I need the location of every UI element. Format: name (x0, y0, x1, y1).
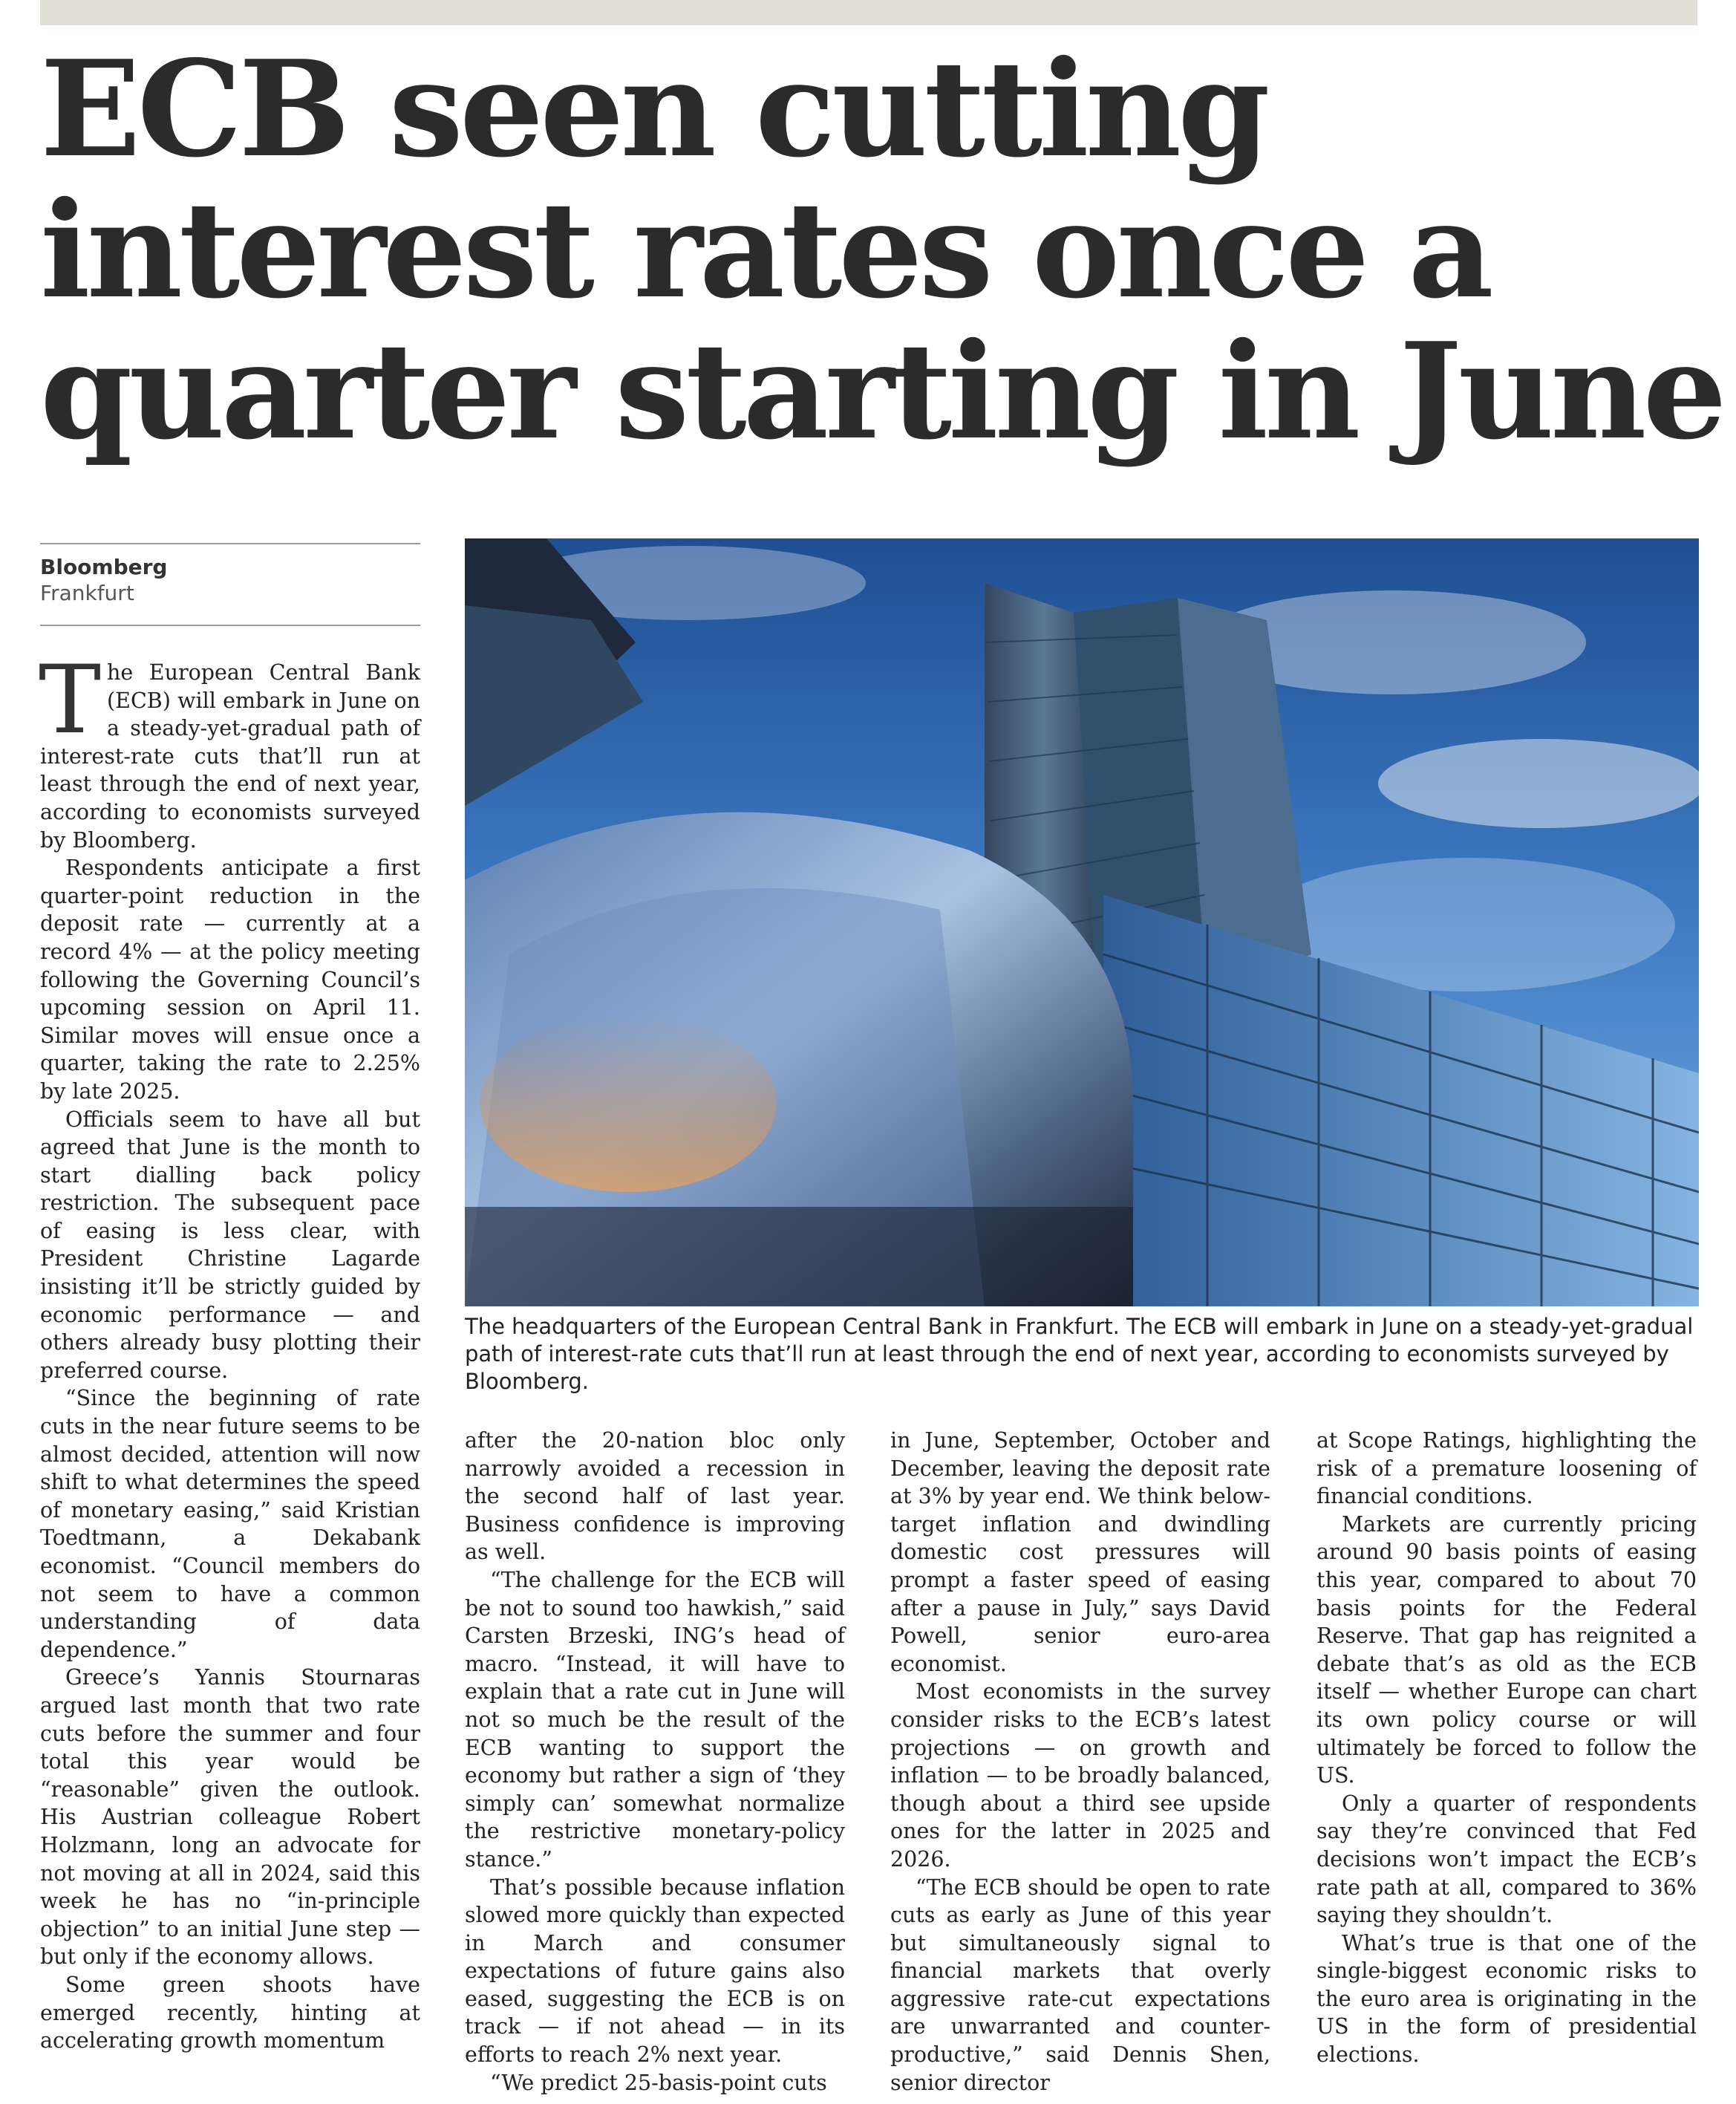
headline-line-2: interest rates once a (40, 172, 1490, 328)
article-lead-text: he European Central Bank (ECB) will embark in June on a steady-yet-gradual path of interest-rate cuts that’ll run at least through the end of next year, according to economists surveyed by Bloomberg. (40, 660, 420, 853)
article-paragraph: Markets are currently pricing around 90 basis points of easing this year, compared to about 70 basis points for the Federal Reserve. That gap has reignited a debate that’s as old as the ECB itself — whether Europe can chart its own policy course or will ultimately be forced to follow the US. (1316, 1511, 1697, 1788)
article-paragraph: Greece’s Yannis Stournaras argued last month that two rate cuts before the summer and four total this year would be “reasonable” given the outlook. His Austrian colleague Robert Holzmann, long an advocate for not moving at all in 2024, said this week he has no “in-principle objection” to an initial June step — but only if the economy allows. (40, 1665, 420, 1970)
article-paragraph: “Since the beginning of rate cuts in the near future seems to be almost decided, attention will now shift to what determines the speed of monetary easing,” said Kristian Toedtmann, a Dekabank economist. “Council members do not seem to have a common understanding of data dependence.” (40, 1386, 420, 1662)
byline-agency: Bloomberg (40, 555, 168, 579)
article-column-1 (39, 645, 420, 2055)
article-column-2 (465, 1427, 845, 2097)
top-color-bar (40, 0, 1697, 25)
headline-line-3: quarter starting in June (40, 313, 1723, 469)
article-paragraph: That’s possible because inflation slowed more quickly than expected in March and consumer expectations of future gains also eased, suggesting the ECB is on track — if not ahead — in its efforts to reach 2% next year. (465, 1875, 845, 2068)
article-paragraph: What’s true is that one of the single-biggest economic risks to the euro area is originating in the US in the form of presidential elections. (1316, 1930, 1697, 2068)
article-paragraph: Respondents anticipate a first quarter-point reduction in the deposit rate — currently at a record 4% — at the policy meeting following the Governing Council’s upcoming session on April 11. Similar moves will ensue once a quarter, taking the rate to 2.25% by late 2025. (40, 856, 420, 1104)
article-paragraph: Most economists in the survey consider risks to the ECB’s latest projections — on growth and inflation — to be broadly balanced, though about a third see upside ones for the latter in 2025 and 2026. (890, 1679, 1270, 1872)
article-paragraph: Only a quarter of respondents say they’re convinced that Fed decisions won’t impact the ECB’s rate path at all, compared to 36% saying they shouldn’t. (1316, 1791, 1697, 1928)
photo-caption: The headquarters of the European Central Bank in Frankfurt. The ECB will embark in June on a steady-yet-gradual path of interest-rate cuts that’ll run at least through the end of next year, according to economists surveyed by Bloomberg. (465, 1314, 1694, 1394)
byline-city: Frankfurt (40, 581, 134, 605)
headline-line-1: ECB seen cutting (40, 31, 1267, 186)
article-paragraph: “The ECB should be open to rate cuts as early as June of this year but simultaneously signal to financial markets that overly aggressive rate-cut expectations are unwarranted and counter-productive,” said Dennis Shen, senior director (890, 1875, 1270, 2095)
byline (40, 543, 420, 626)
drop-cap: T (39, 645, 102, 755)
ecb-headquarters-photo (465, 538, 1699, 1306)
article-paragraph: Officials seem to have all but agreed that June is the month to start dialling back policy restriction. The subsequent pace of easing is less clear, with President Christine Lagarde insisting it’ll be strictly guided by economic performance — and others already busy plotting their preferred course. (40, 1107, 420, 1383)
article-column-4 (1316, 1427, 1697, 2069)
article-paragraph: after the 20-nation bloc only narrowly avoided a recession in the second half of last year. Business confidence is improving as well. (465, 1428, 845, 1565)
article-paragraph: “We predict 25-basis-point cuts (490, 2070, 827, 2095)
article-paragraph: “The challenge for the ECB will be not to sound too hawkish,” said Carsten Brzeski, ING’s head of macro. “Instead, it will have to explain that a rate cut in June will not so much be the result of the ECB wanting to support the economy but rather a sign of ‘they simply can’ somewhat normalize the restrictive monetary-policy stance.” (465, 1567, 845, 1872)
headline (40, 31, 1723, 469)
article-paragraph: in June, September, October and December, leaving the deposit rate at 3% by year end. We think below-target inflation and dwindling domestic cost pressures will prompt a faster speed of easing after a pause in July,” says David Powell, senior euro-area economist. (890, 1428, 1270, 1676)
article-paragraph: Some green shoots have emerged recently, hinting at accelerating growth momentum (40, 1972, 420, 2053)
article-column-3 (890, 1427, 1270, 2097)
article-paragraph (39, 645, 420, 854)
photo-illustration (465, 538, 1699, 1306)
article-paragraph: at Scope Ratings, highlighting the risk of a premature loosening of financial conditions. (1316, 1428, 1697, 1509)
